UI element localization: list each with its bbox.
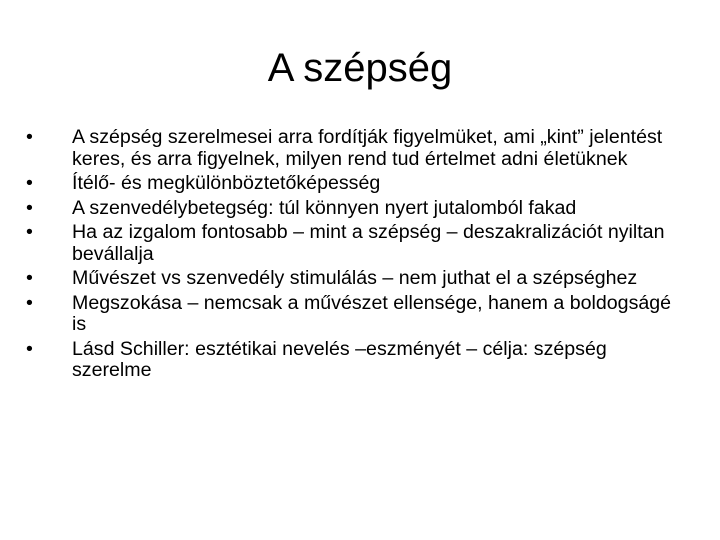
bullet-dot-icon: • xyxy=(26,221,33,243)
bullet-text: A szépség szerelmesei arra fordítják figyelmüket, ami „kint” jelentést keres, és arra figyelnek, milyen rend tud értelmet adni életüknek xyxy=(72,126,663,170)
bullet-item xyxy=(26,339,686,382)
bullet-item xyxy=(26,198,686,220)
bullet-item xyxy=(26,293,686,336)
bullet-text: Lásd Schiller: esztétikai nevelés –eszményét – célja: szépség szerelme xyxy=(72,337,607,381)
bullet-dot-icon: • xyxy=(26,196,33,219)
bullet-text: A szenvedélybetegség: túl könnyen nyert jutalomból fakad xyxy=(72,196,577,219)
bullet-text: Ítélő- és megkülönböztetőképesség xyxy=(72,172,381,194)
slide-title: A szépség xyxy=(267,46,453,90)
bullet-dot-icon: • xyxy=(26,126,33,148)
bullet-dot-icon: • xyxy=(26,337,33,360)
bullet-text: Ha az izgalom fontosabb – mint a szépség – deszakralizációt nyiltan bevállalja xyxy=(72,221,665,265)
bullet-list xyxy=(26,127,686,385)
bullet-text: Megszokása – nemcsak a művészet ellensége, hanem a boldogságé is xyxy=(72,291,672,335)
bullet-item xyxy=(26,268,686,290)
bullet-dot-icon: • xyxy=(26,291,33,314)
bullet-item xyxy=(26,173,686,195)
bullet-item xyxy=(26,222,686,265)
bullet-item xyxy=(26,127,686,170)
bullet-dot-icon: • xyxy=(26,267,33,289)
bullet-dot-icon: • xyxy=(26,172,33,194)
bullet-text: Művészet vs szenvedély stimulálás – nem juthat el a szépséghez xyxy=(72,267,638,289)
